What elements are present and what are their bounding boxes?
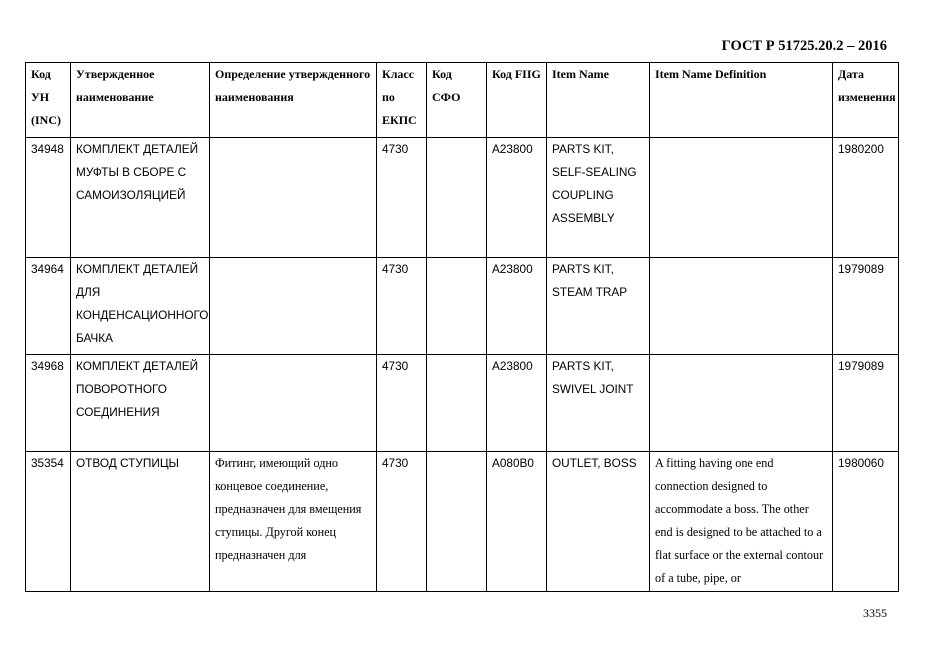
col-header-approved-name: Утвержденное наименование: [71, 63, 210, 138]
cell-definition: [210, 138, 377, 258]
cell-item-name: OUTLET, BOSS: [547, 452, 650, 592]
col-header-date-changed: Дата изменения: [833, 63, 899, 138]
cell-code-sfo: [427, 452, 487, 592]
cell-item-name: PARTS KIT, SWIVEL JOINT: [547, 355, 650, 452]
cell-date-changed: 1980200: [833, 138, 899, 258]
cell-code-fiig: A23800: [487, 258, 547, 355]
col-header-item-name-definition: Item Name Definition: [650, 63, 833, 138]
cell-code-sfo: [427, 138, 487, 258]
cell-code-fiig: A23800: [487, 138, 547, 258]
cell-approved-name: ОТВОД СТУПИЦЫ: [71, 452, 210, 592]
table-row: [26, 355, 899, 452]
cell-item-name: PARTS KIT, STEAM TRAP: [547, 258, 650, 355]
cell-item-name-definition: [650, 258, 833, 355]
cell-definition: [210, 355, 377, 452]
cell-code-un: 34968: [26, 355, 71, 452]
cell-class: 4730: [377, 452, 427, 592]
cell-code-un: 34948: [26, 138, 71, 258]
cell-approved-name: КОМПЛЕКТ ДЕТАЛЕЙ МУФТЫ В СБОРЕ С САМОИЗОЛЯЦИЕЙ: [71, 138, 210, 258]
col-header-definition: Определение утвержденного наименования: [210, 63, 377, 138]
table-row: [26, 452, 899, 592]
cell-approved-name: КОМПЛЕКТ ДЕТАЛЕЙ ДЛЯ КОНДЕНСАЦИОННОГО БАЧКА: [71, 258, 210, 355]
cell-code-un: 34964: [26, 258, 71, 355]
table-row: [26, 138, 899, 258]
cell-item-name: PARTS KIT, SELF-SEALING COUPLING ASSEMBLY: [547, 138, 650, 258]
cell-class: 4730: [377, 355, 427, 452]
cell-code-fiig: A23800: [487, 355, 547, 452]
cell-date-changed: 1979089: [833, 355, 899, 452]
item-registry-table: [25, 62, 899, 592]
cell-item-name-definition: [650, 355, 833, 452]
col-header-item-name: Item Name: [547, 63, 650, 138]
cell-date-changed: 1979089: [833, 258, 899, 355]
cell-class: 4730: [377, 258, 427, 355]
cell-item-name-definition: A fitting having one end connection designed to accommodate a boss. The other end is designed to be attached to a flat surface or the external contour of a tube, pipe, or: [650, 452, 833, 592]
col-header-class: Класс по ЕКПС: [377, 63, 427, 138]
cell-code-fiig: A080B0: [487, 452, 547, 592]
cell-definition: [210, 258, 377, 355]
page-number: 3355: [863, 606, 887, 620]
cell-code-sfo: [427, 355, 487, 452]
cell-code-sfo: [427, 258, 487, 355]
col-header-code-fiig: Код FIIG: [487, 63, 547, 138]
cell-class: 4730: [377, 138, 427, 258]
cell-date-changed: 1980060: [833, 452, 899, 592]
table-row: [26, 258, 899, 355]
document-title: ГОСТ Р 51725.20.2 – 2016: [721, 38, 887, 54]
cell-approved-name: КОМПЛЕКТ ДЕТАЛЕЙ ПОВОРОТНОГО СОЕДИНЕНИЯ: [71, 355, 210, 452]
table-header-row: [26, 63, 899, 138]
cell-code-un: 35354: [26, 452, 71, 592]
cell-definition: Фитинг, имеющий одно концевое соединение, предназначен для вмещения ступицы. Другой конец предназначен для: [210, 452, 377, 592]
cell-item-name-definition: [650, 138, 833, 258]
col-header-code-sfo: Код СФО: [427, 63, 487, 138]
col-header-code-un: Код УН (INC): [26, 63, 71, 138]
